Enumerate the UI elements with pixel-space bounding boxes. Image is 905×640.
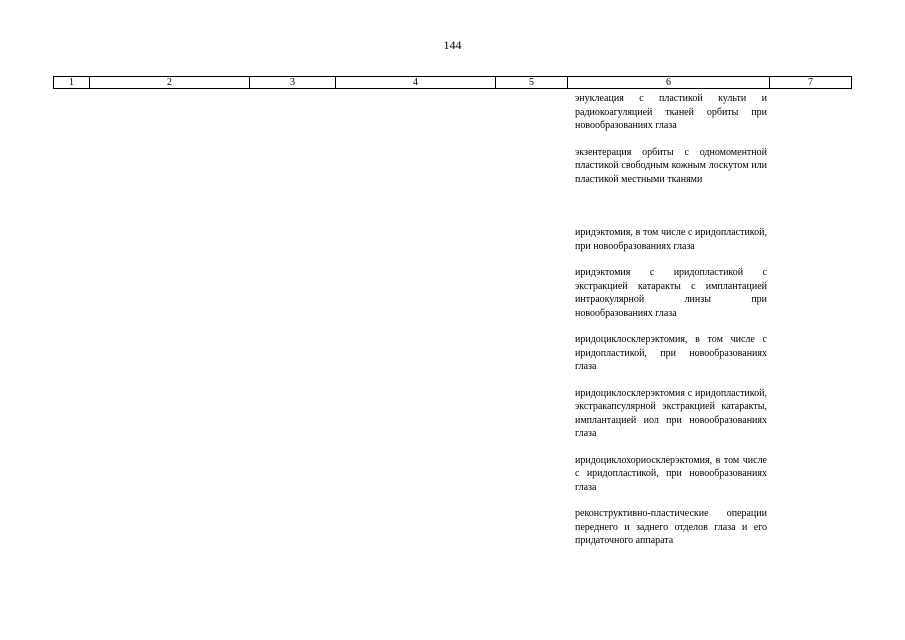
column-header-3: 3 (250, 77, 336, 89)
procedure-entry: иридоциклосклерэктомия с иридопластикой, экстракапсулярной экстракцией катаракты, имплантацией иол при новообразованиях глаза (575, 387, 767, 439)
procedure-entry: иридоциклосклерэктомия, в том числе с иридопластикой, при новообразованиях глаза (575, 334, 767, 372)
column-header-5: 5 (496, 77, 568, 89)
column-header-1: 1 (54, 77, 90, 89)
column-header-2: 2 (90, 77, 250, 89)
procedure-entry: реконструктивно-пластические операции переднего и заднего отделов глаза и его придаточного аппарата (575, 508, 767, 546)
column-header-table (53, 76, 852, 89)
procedure-entry: энуклеация с пластикой культи и радиокоагуляцией тканей орбиты при новообразованиях глаза (575, 93, 767, 131)
column-6-content (575, 92, 767, 548)
page-number: 144 (443, 38, 462, 52)
column-header-7: 7 (770, 77, 852, 89)
column-header-4: 4 (336, 77, 496, 89)
column-header-row (54, 77, 852, 89)
procedure-entry: иридэктомия, в том числе с иридопластикой, при новообразованиях глаза (575, 227, 767, 252)
column-header-6: 6 (568, 77, 770, 89)
procedure-entry: экзентерация орбиты с одномоментной пластикой свободным кожным лоскутом или пластикой местными тканями (575, 146, 767, 185)
procedure-entry: иридоциклохориосклерэктомия, в том числе с иридопластикой, при новообразованиях глаза (575, 454, 767, 493)
procedure-entry: иридэктомия с иридопластикой с экстракцией катаракты с имплантацией интраокулярной линзы при новообразованиях глаза (575, 267, 767, 319)
